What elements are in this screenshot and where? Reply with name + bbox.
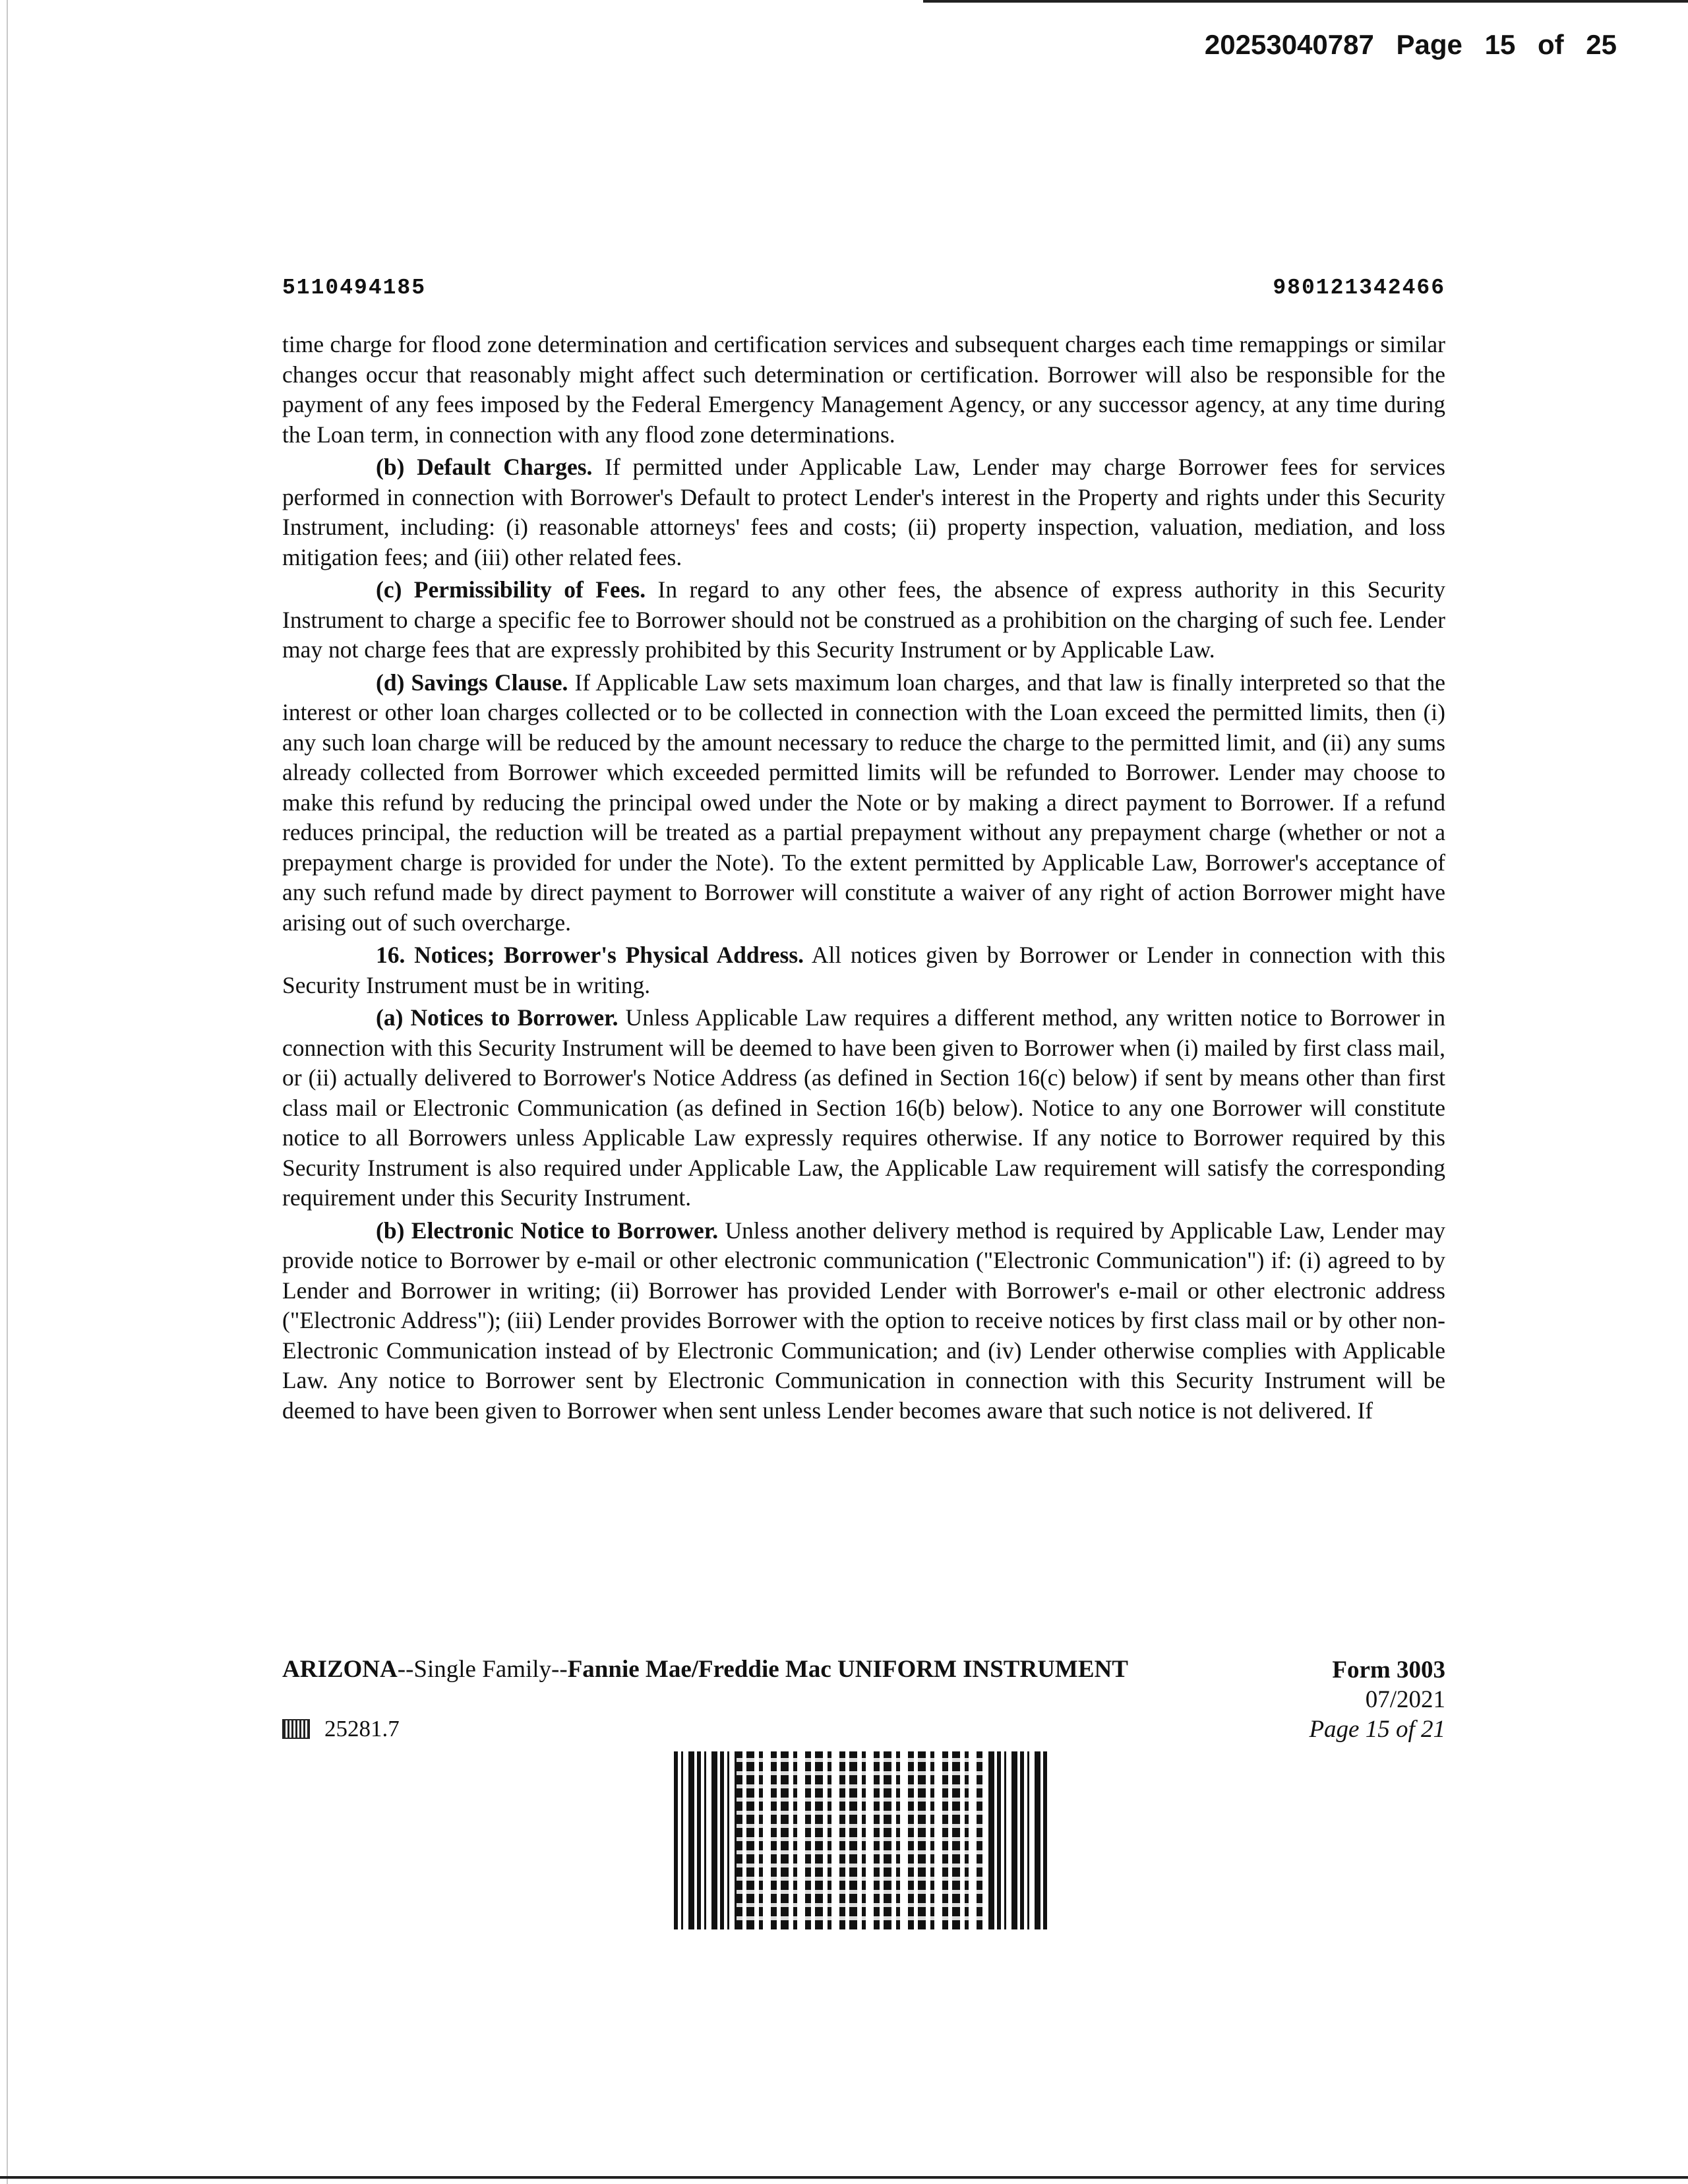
loan-number-right: 980121342466 [1273,276,1445,300]
footer-doc-code [282,1716,400,1742]
paragraph-heading: (b) Electronic Notice to Borrower. [376,1217,719,1244]
paragraph-heading: (b) Default Charges. [376,454,593,480]
recording-page-label: Page 15 of 25 [1396,29,1617,60]
footer-instrument-title [282,1655,1128,1684]
ex-logo-icon [282,1719,310,1739]
paragraph-heading: (d) Savings Clause. [376,669,568,696]
loan-number-left: 5110494185 [282,276,427,300]
paragraph-permissibility-of-fees: (c) Permissibility of Fees. In regard to any other fees, the absence of express authority in this Security Instrument to charge a specific fee to Borrower should not be construed as a prohibition on the charging of such fee. Lender may not charge fees that are expressly prohibited by this Security Instrument or by Applicable Law. [282,576,1445,663]
paragraph-heading: (c) Permissibility of Fees. [376,576,646,603]
recording-header [1205,29,1617,61]
footer-instrument: Fannie Mae/Freddie Mac UNIFORM INSTRUMENT [567,1656,1128,1683]
form-page: Page 15 of 21 [1309,1716,1445,1743]
paragraph-flood-continuation: time charge for flood zone determination and certification services and subsequent charges each time remappings or similar changes occur that reasonably might affect such determination or certification. Borrower will also be responsible for the payment of any fees imposed by the Federal Emergency Management Agency, or any successor agency, at any time during the Loan term, in connection with any flood zone determinations. [282,331,1445,448]
scan-edge-top [923,0,1688,3]
scan-edge-bottom [0,2176,1688,2179]
form-number: Form 3003 [1332,1656,1445,1684]
form-date: 07/2021 [1365,1686,1445,1713]
scan-edge-left [7,0,8,2184]
footer-separator: --Single Family-- [397,1656,568,1683]
footer-form-info [1248,1655,1445,1744]
barcode-icon [674,1751,1047,1929]
recording-number: 20253040787 [1204,29,1374,60]
footer-state: ARIZONA [282,1656,398,1683]
paragraph-heading: 16. Notices; Borrower's Physical Address. [376,942,804,968]
paragraph-savings-clause: (d) Savings Clause. If Applicable Law sets maximum loan charges, and that law is finally interpreted so that the interest or other loan charges collected or to be collected in connection with the Loan exceed the permitted limits, then (i) any such loan charge will be reduced by the amount necessary to reduce the charge to the permitted limit, and (ii) any sums already collected from Borrower which exceeded permitted limits will be refunded to Borrower. Lender may choose to make this refund by reducing the principal owed under the Note or by making a direct payment to Borrower. If a refund reduces principal, the reduction will be treated as a partial prepayment without any prepayment charge (whether or not a prepayment charge is provided for under the Note). To the extent permitted by Applicable Law, Borrower's acceptance of any such refund made by direct payment to Borrower will constitute a waiver of any right of action Borrower might have arising out of such overcharge. [282,669,1445,936]
document-body [282,330,1445,1428]
paragraph-notices-to-borrower: (a) Notices to Borrower. Unless Applicable Law requires a different method, any written notice to Borrower in connection with this Security Instrument will be deemed to have been given to Borrower when (i) mailed by first class mail, or (ii) actually delivered to Borrower's Notice Address (as defined in Section 16(c) below) if sent by means other than first class mail or Electronic Communication (as defined in Section 16(b) below). Notice to any one Borrower will constitute notice to all Borrowers unless Applicable Law expressly requires otherwise. If any notice to Borrower required by this Security Instrument is also required under Applicable Law, the Applicable Law requirement will satisfy the corresponding requirement under this Security Instrument. [282,1004,1445,1211]
paragraph-electronic-notice: (b) Electronic Notice to Borrower. Unless another delivery method is required by Applicable Law, Lender may provide notice to Borrower by e-mail or other electronic communication ("Electronic Communication") if: (i) agreed to by Lender and Borrower in writing; (ii) Borrower has provided Lender with Borrower's e-mail or other electronic address ("Electronic Address"); (iii) Lender provides Borrower with the option to receive notices by first class mail or by other non-Electronic Communication instead of by Electronic Communication; and (iv) Lender otherwise complies with Applicable Law. Any notice to Borrower sent by Electronic Communication in connection with this Security Instrument will be deemed to have been given to Borrower when sent unless Lender becomes aware that such notice is not delivered. If [282,1217,1446,1424]
paragraph-notices: 16. Notices; Borrower's Physical Address. All notices given by Borrower or Lender in connection with this Security Instrument must be in writing. [282,942,1445,998]
paragraph-heading: (a) Notices to Borrower. [376,1004,618,1031]
doc-code: 25281.7 [324,1716,400,1742]
paragraph-default-charges: (b) Default Charges. If permitted under Applicable Law, Lender may charge Borrower fees for services performed in connection with Borrower's Default to protect Lender's interest in the Property and rights under this Security Instrument, including: (i) reasonable attorneys' fees and costs; (ii) property inspection, valuation, mediation, and loss mitigation fees; and (iii) other related fees. [282,454,1445,570]
